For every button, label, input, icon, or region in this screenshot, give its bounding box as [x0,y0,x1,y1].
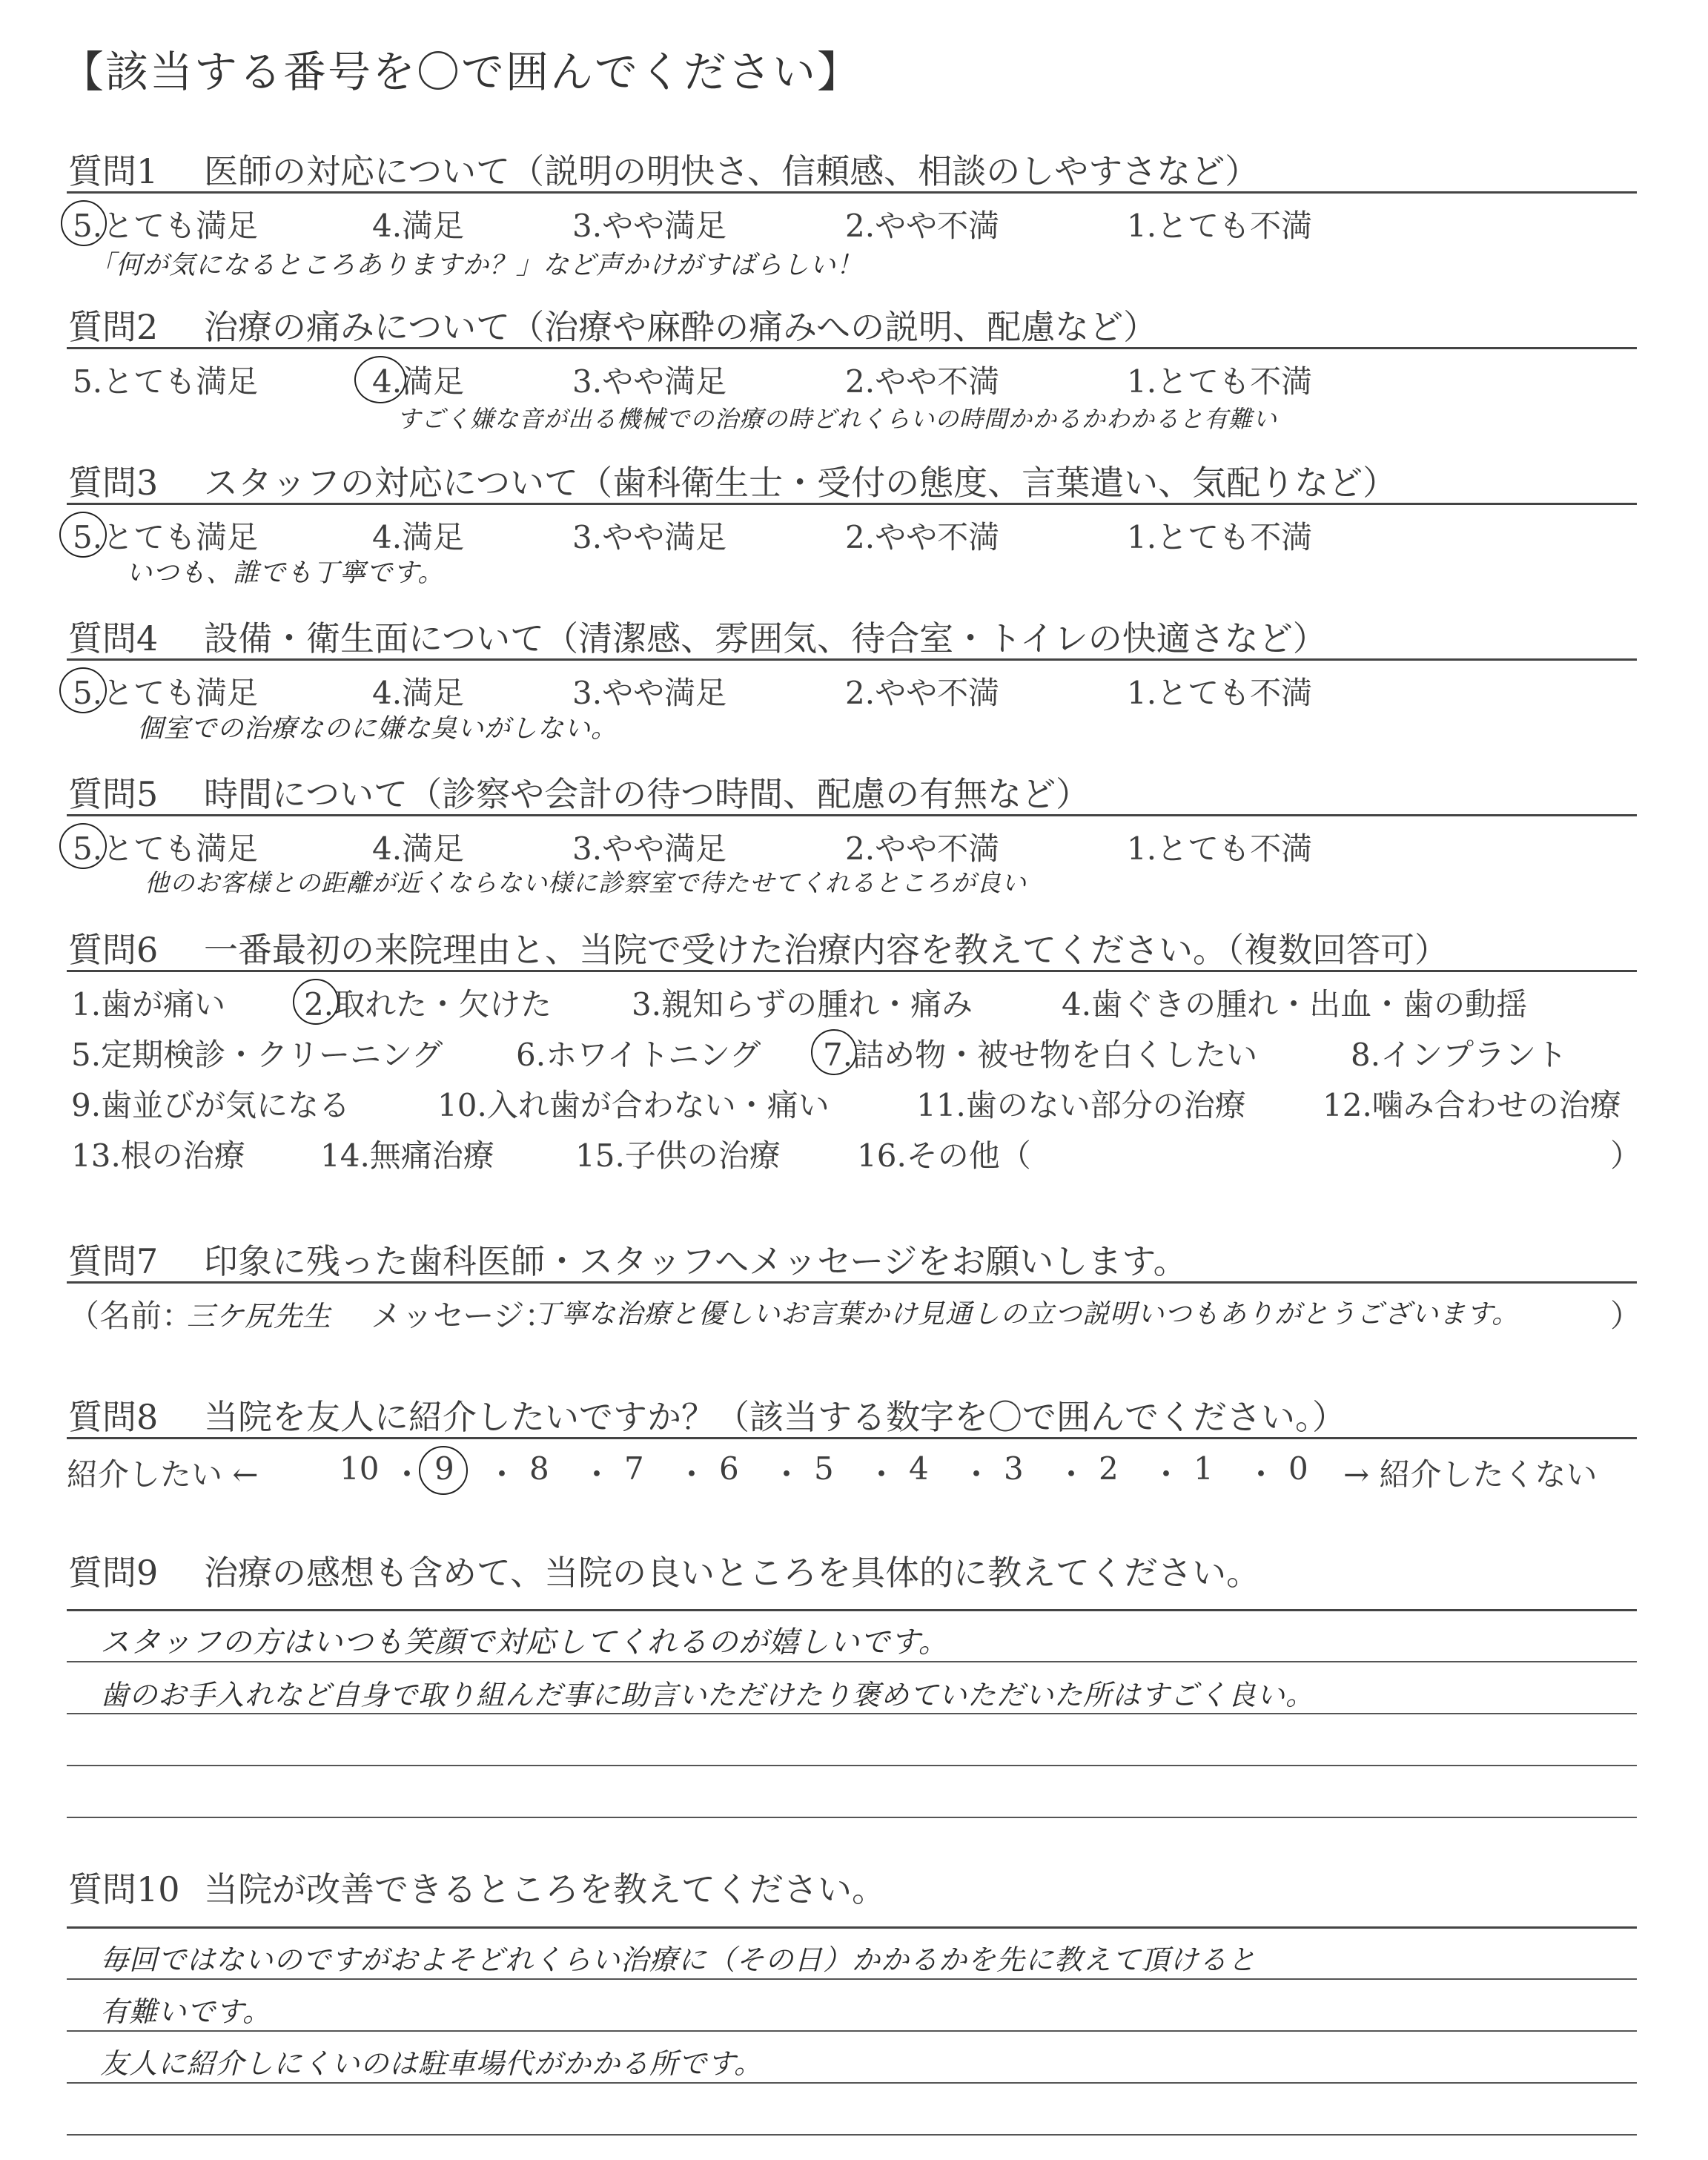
q8-separator-dot: ・ [486,1456,518,1493]
question-9-text: 治療の感想も含めて、当院の良いところを具体的に教えてください。 [204,1553,1261,1593]
question-7-rule [67,1281,1637,1284]
q5-option-3[interactable]: 3.やや満足 [572,830,727,867]
q6-answer-circle-7 [811,1029,857,1075]
q8-separator-dot: ・ [676,1456,708,1493]
q1-option-4[interactable]: 4.満足 [372,208,465,244]
q8-number-9[interactable]: 9 [434,1450,454,1487]
question-4-label: 質問4 [68,618,159,658]
question-3-rule [67,503,1637,505]
q10-answer-line-3: 友人に紹介しにくいのは駐車場代がかかる所です。 [100,2047,763,2080]
q6-option-15[interactable]: 15.子供の治療 [575,1137,781,1174]
q2-answer-circle [354,356,406,403]
question-8-label: 質問8 [68,1397,159,1437]
question-2-rule [67,347,1637,349]
q9-line-2 [67,1661,1637,1662]
q6-option-4[interactable]: 4.歯ぐきの腫れ・出血・歯の動揺 [1062,986,1528,1023]
q2-option-4[interactable]: 4.満足 [372,363,465,400]
q8-number-5[interactable]: 5 [814,1450,834,1487]
q7-message-label: メッセージ： [371,1298,556,1334]
q1-option-2[interactable]: 2.やや不満 [845,208,1000,244]
q8-number-4[interactable]: 4 [909,1450,929,1487]
q9-line-1 [67,1609,1637,1611]
q2-option-3[interactable]: 3.やや満足 [572,363,727,400]
question-5-label: 質問5 [68,774,159,814]
question-5-rule [67,814,1637,816]
q1-option-3[interactable]: 3.やや満足 [572,208,727,244]
q3-answer-circle [59,512,107,558]
q2-option-2[interactable]: 2.やや不満 [845,363,1000,400]
q8-separator-dot: ・ [961,1456,993,1493]
page-title: 【該当する番号を〇で囲んでください】 [61,47,862,97]
q10-line-2 [67,1978,1637,1980]
q4-option-4[interactable]: 4.満足 [372,675,465,711]
q3-option-5[interactable]: 5.とても満足 [73,519,259,555]
q6-option-1[interactable]: 1.歯が痛い [71,986,226,1023]
q10-answer-line-1: 毎回ではないのですがおよそどれくらい治療に（その日）かかるかを先に教えて頂けると [100,1943,1257,1976]
q9-line-5 [67,1817,1637,1818]
q6-option-16[interactable]: 16.その他（ [857,1137,1031,1174]
q1-answer-circle [61,200,107,246]
q6-option-14[interactable]: 14.無痛治療 [320,1137,494,1174]
q6-option-6[interactable]: 6.ホワイトニング [516,1037,761,1073]
q6-option-5[interactable]: 5.定期検診・クリーニング [71,1037,443,1073]
q6-option-3[interactable]: 3.親知らずの腫れ・痛み [632,986,973,1023]
q4-option-3[interactable]: 3.やや満足 [572,675,727,711]
q8-separator-dot: ・ [771,1456,803,1493]
q6-answer-circle-2 [293,979,339,1025]
q5-option-4[interactable]: 4.満足 [372,830,465,867]
q5-option-2[interactable]: 2.やや不満 [845,830,1000,867]
question-3-label: 質問3 [68,463,159,503]
q3-comment: いつも、誰でも丁寧です。 [126,558,445,588]
q2-option-1[interactable]: 1.とても不満 [1127,363,1313,400]
q4-option-5[interactable]: 5.とても満足 [73,675,259,711]
q6-option-7[interactable]: 7.詰め物・被せ物を白くしたい [823,1037,1258,1073]
q7-close-paren: ） [1610,1298,1642,1334]
question-5-text: 時間について（診察や会計の待つ時間、配慮の有無など） [204,774,1090,814]
q3-option-4[interactable]: 4.満足 [372,519,465,555]
q4-option-2[interactable]: 2.やや不満 [845,675,1000,711]
q10-line-4 [67,2082,1637,2084]
q6-option-12[interactable]: 12.噛み合わせの治療 [1323,1087,1621,1123]
q10-line-5 [67,2134,1637,2136]
q3-option-3[interactable]: 3.やや満足 [572,519,727,555]
q1-option-5[interactable]: 5.とても満足 [73,208,259,244]
q4-option-1[interactable]: 1.とても不満 [1127,675,1313,711]
q9-line-4 [67,1765,1637,1766]
q9-line-3 [67,1713,1637,1714]
question-8-text: 当院を友人に紹介したいですか？（該当する数字を〇で囲んでください。） [204,1397,1346,1437]
q6-option-9[interactable]: 9.歯並びが気になる [71,1087,351,1123]
q8-separator-dot: ・ [581,1456,613,1493]
q8-number-2[interactable]: 2 [1099,1450,1119,1487]
q10-line-3 [67,2030,1637,2032]
q8-separator-dot: ・ [1151,1456,1182,1493]
question-7-label: 質問7 [68,1241,159,1281]
question-7-text: 印象に残った歯科医師・スタッフへメッセージをお願いします。 [204,1241,1188,1281]
question-2-label: 質問2 [68,307,159,347]
q9-answer-line-1: スタッフの方はいつも笑顔で対応してくれるのが嬉しいです。 [100,1625,949,1659]
question-9-label: 質問9 [68,1553,159,1593]
q8-number-6[interactable]: 6 [719,1450,739,1487]
q8-number-1[interactable]: 1 [1194,1450,1214,1487]
q8-scale-right-label: → 紹介したくない [1343,1456,1598,1493]
question-4-text: 設備・衛生面について（清潔感、雰囲気、待合室・トイレの快適さなど） [204,618,1327,658]
q5-option-5[interactable]: 5.とても満足 [73,830,259,867]
q8-separator-dot: ・ [866,1456,898,1493]
q10-answer-line-2: 有難いです。 [100,1995,271,2028]
q8-number-0[interactable]: 0 [1288,1450,1308,1487]
q8-number-10[interactable]: 10 [340,1450,380,1487]
q8-separator-dot: ・ [1056,1456,1088,1493]
q8-separator-dot: ・ [1245,1456,1277,1493]
question-6-label: 質問6 [68,930,159,970]
question-1-rule [67,191,1637,194]
q1-option-1[interactable]: 1.とても不満 [1127,208,1313,244]
question-10-text: 当院が改善できるところを教えてください。 [204,1869,886,1909]
q6-option-16-close-paren: ） [1610,1137,1642,1174]
q6-option-8[interactable]: 8.インプラント [1351,1037,1568,1073]
q2-comment: すごく嫌な音が出る機械での治療の時どれくらいの時間かかるかわかると有難い [397,405,1278,433]
question-4-rule [67,658,1637,661]
q8-number-3[interactable]: 3 [1004,1450,1024,1487]
question-6-text: 一番最初の来院理由と、当院で受けた治療内容を教えてください。（複数回答可） [204,930,1449,970]
q7-name-value: 三ケ尻先生 [187,1300,332,1332]
q6-option-10[interactable]: 10.入れ歯が合わない・痛い [437,1087,830,1123]
q8-separator-dot: ・ [391,1456,423,1493]
question-1-text: 医師の対応について（説明の明快さ、信頼感、相談のしやすさなど） [204,151,1260,191]
question-3-text: スタッフの対応について（歯科衛生士・受付の態度、言葉遣い、気配りなど） [204,463,1397,503]
question-6-rule [67,970,1637,972]
q9-answer-line-2: 歯のお手入れなど自身で取り組んだ事に助言いただけたり褒めていただいた所はすごく良い。 [100,1679,1315,1711]
question-1-label: 質問1 [68,151,159,191]
q6-option-2[interactable]: 2.取れた・欠けた [304,986,552,1023]
q5-answer-circle [59,823,107,869]
q1-comment: 「何が気になるところありますか？」など声かけがすばらしい！ [89,251,864,280]
question-10-label: 質問10 [68,1869,180,1909]
q4-answer-circle [59,667,107,713]
q8-scale-left-label: 紹介したい ← [67,1456,259,1493]
q10-line-1 [67,1926,1637,1929]
q8-number-7[interactable]: 7 [624,1450,644,1487]
q7-message-value: 丁寧な治療と優しいお言葉かけ見通しの立つ説明いつもありがとうございます。 [534,1299,1520,1330]
question-2-text: 治療の痛みについて（治療や麻酔の痛みへの説明、配慮など） [204,307,1158,347]
q6-option-13[interactable]: 13.根の治療 [71,1137,245,1174]
q4-comment: 個室での治療なのに嫌な臭いがしない。 [137,714,618,744]
q5-comment: 他のお客様との距離が近くならない様に診察室で待たせてくれるところが良い [145,868,1027,897]
q2-option-5[interactable]: 5.とても満足 [73,363,259,400]
q5-option-1[interactable]: 1.とても不満 [1127,830,1313,867]
q8-number-8[interactable]: 8 [529,1450,549,1487]
q6-option-11[interactable]: 11.歯のない部分の治療 [916,1087,1246,1123]
q3-option-1[interactable]: 1.とても不満 [1127,519,1313,555]
q3-option-2[interactable]: 2.やや不満 [845,519,1000,555]
q8-answer-circle [419,1446,468,1495]
question-8-rule [67,1437,1637,1439]
q7-name-label: （名前： [68,1298,193,1334]
